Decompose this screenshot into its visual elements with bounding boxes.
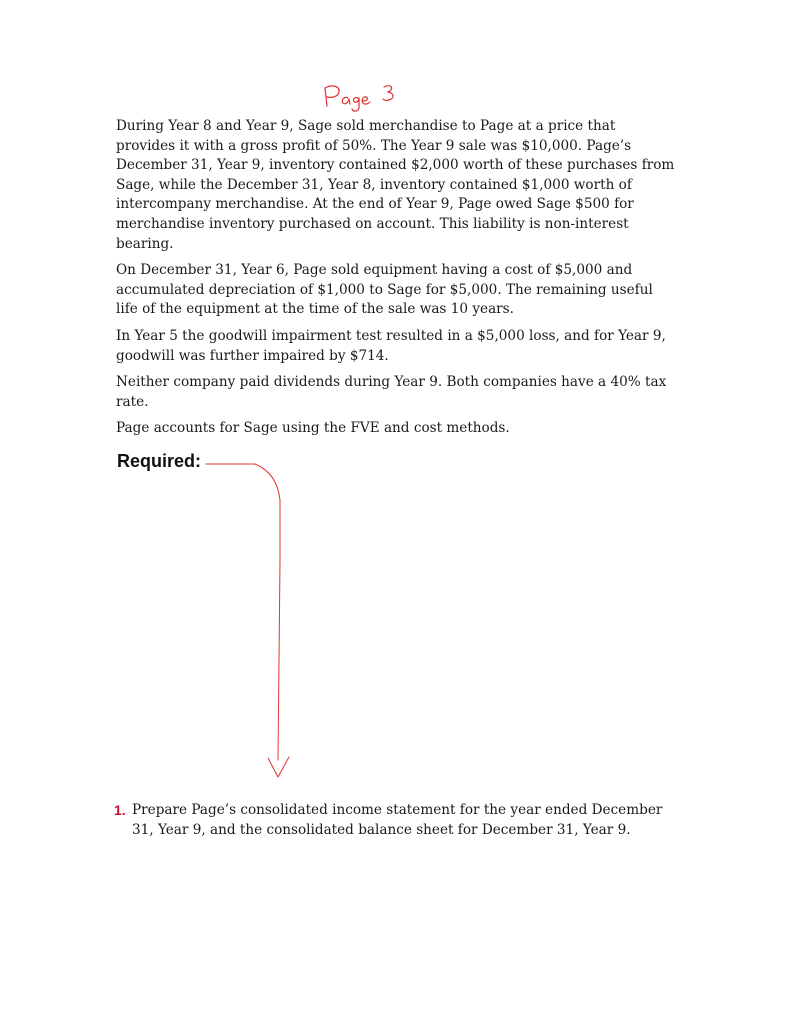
required-heading: Required: xyxy=(117,451,202,471)
paragraph-methods: Page accounts for Sage using the FVE and cost methods. xyxy=(116,420,510,437)
paragraph-goodwill: In Year 5 the goodwill impairment test resulted in a $5,000 loss, and for Year 9, goodwill was further impaired by $714. xyxy=(116,327,666,364)
requirement-text: Prepare Page’s consolidated income statement for the year ended December 31, Year 9, and the consolidated balance sheet for December 31, Year 9. xyxy=(132,802,663,838)
problem-body xyxy=(116,117,676,446)
requirement-number: 1. xyxy=(114,802,126,818)
paragraph-intercompany-sales: During Year 8 and Year 9, Sage sold merchandise to Page at a price that provides it with a gross profit of 50%. The Year 9 sale was $10,000. Page’s December 31, Year 9, inventory contained $2,000 worth of these purchases from Sage, while the December 31, Year 8, inventory contained $1,000 worth of intercompany merchandise. At the end of Year 9, Page owed Sage $500 for merchandise inventory purchased on account. This liability is non-interest bearing. xyxy=(116,118,675,252)
paragraph-dividends-tax: Neither company paid dividends during Year 9. Both companies have a 40% tax rate. xyxy=(116,374,667,410)
handwritten-page-title xyxy=(318,78,408,114)
requirement-item-1 xyxy=(114,800,674,840)
paragraph-equipment-sale: On December 31, Year 6, Page sold equipment having a cost of $5,000 and accumulated depreciation of $1,000 to Sage for $5,000. The remaining useful life of the equipment at the time of the sale was 10 years. xyxy=(116,262,653,318)
